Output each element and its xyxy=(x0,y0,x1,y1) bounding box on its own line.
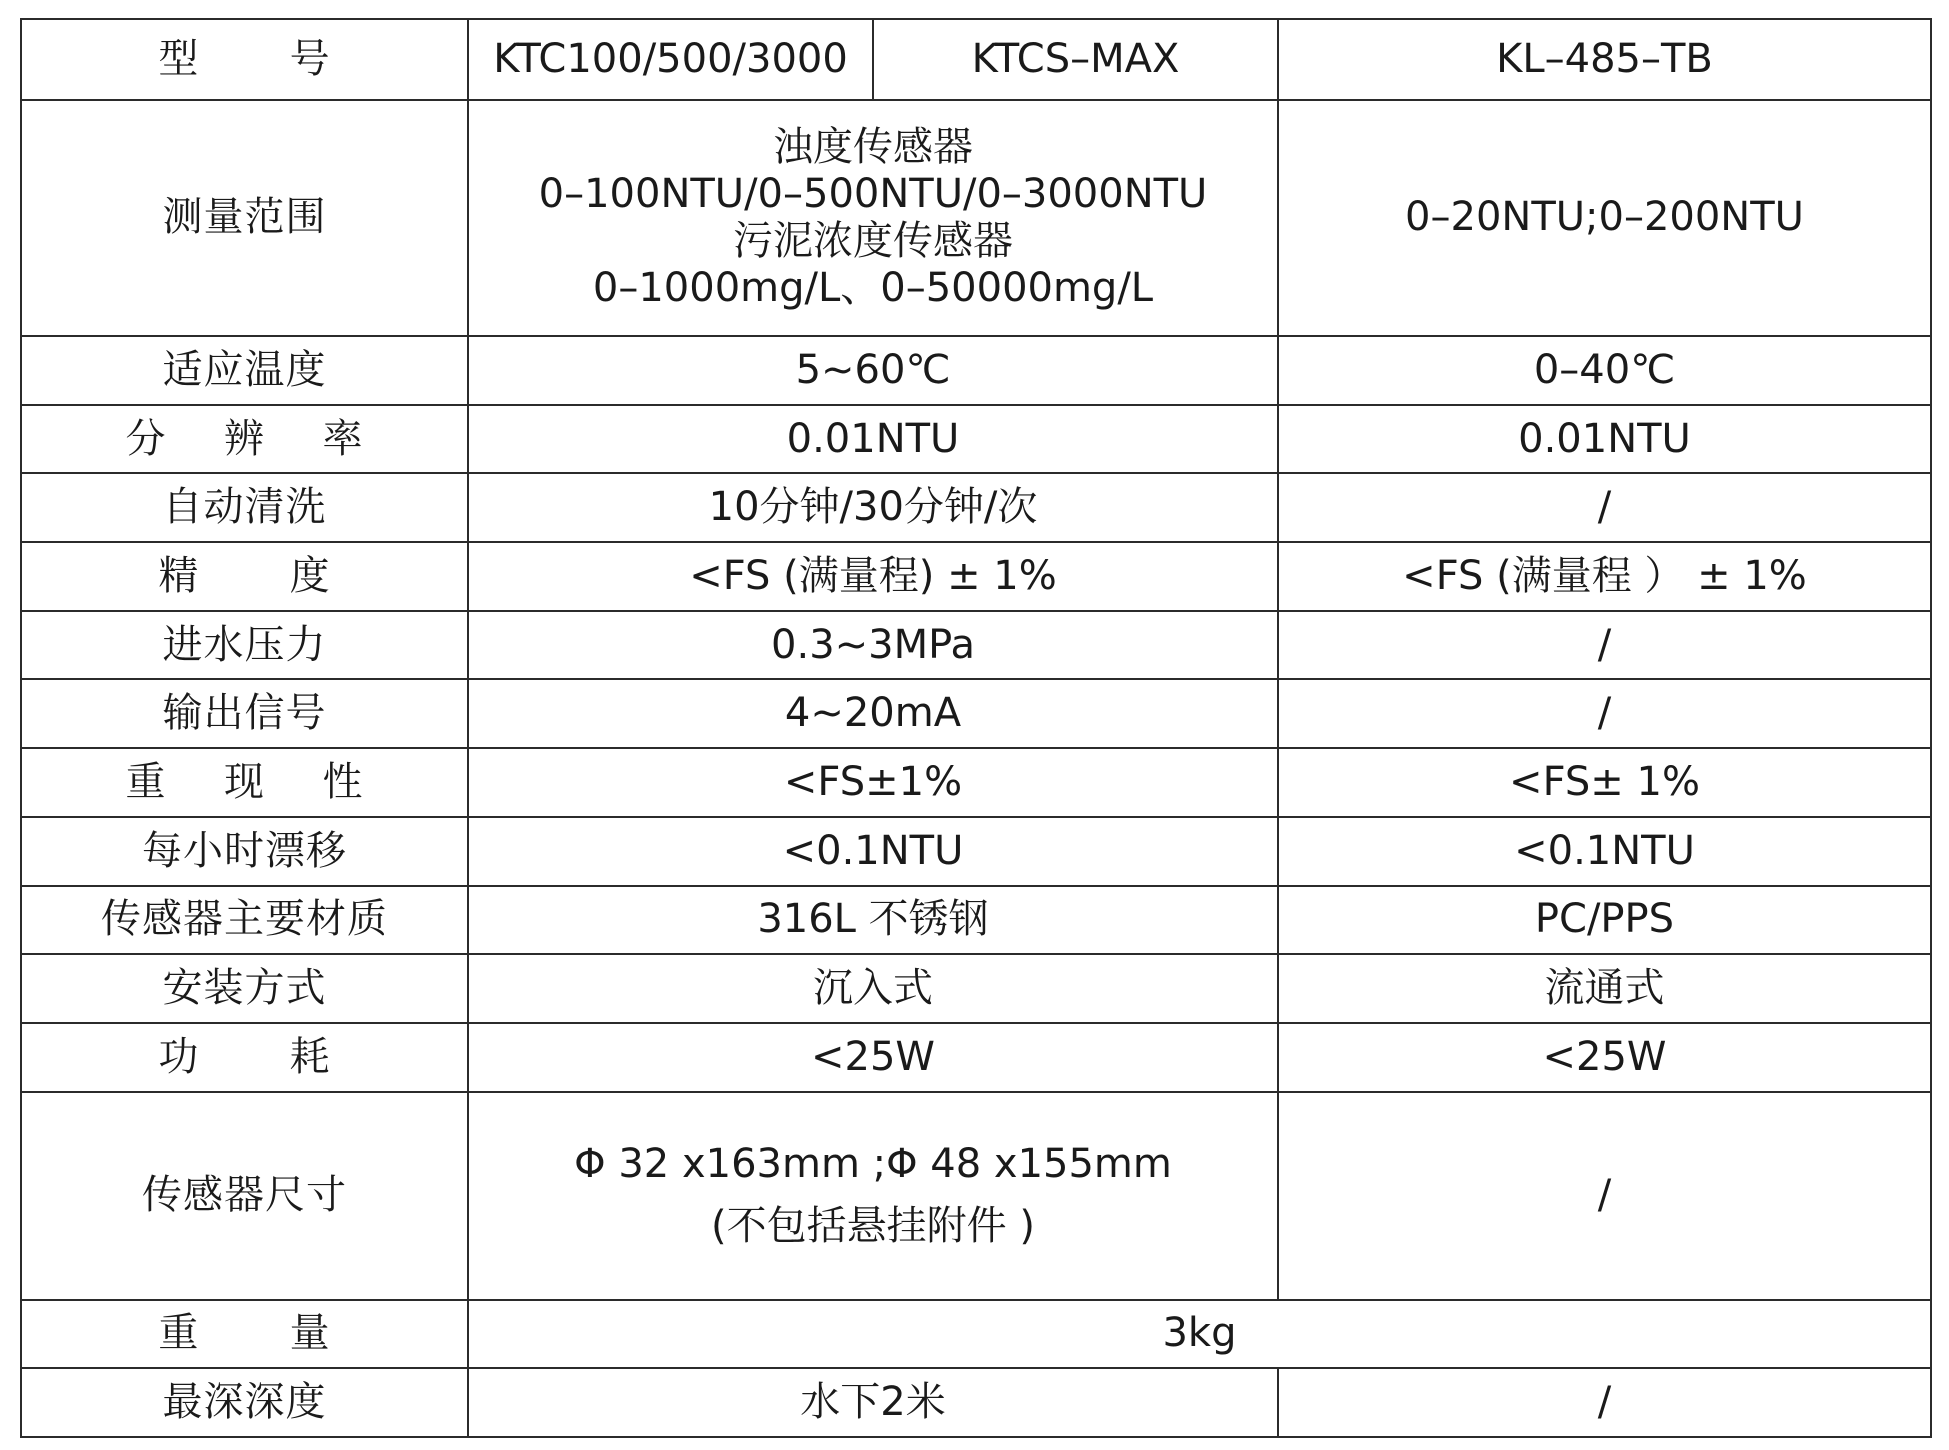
row-value-left: <0.1NTU xyxy=(468,817,1278,886)
header-label-char: 号 xyxy=(289,35,331,82)
row-value-left: 水下2米 xyxy=(468,1368,1278,1437)
table-row xyxy=(21,886,1931,955)
row-value-right: / xyxy=(1278,611,1931,680)
table-row xyxy=(21,1023,1931,1092)
row-label: 适应温度 xyxy=(21,336,468,405)
row-value-right: <FS± 1% xyxy=(1278,748,1931,817)
row-value-right: / xyxy=(1278,679,1931,748)
table-row xyxy=(21,1300,1931,1369)
row-value-left xyxy=(468,1092,1278,1300)
row-value-left: 5~60℃ xyxy=(468,336,1278,405)
row-label: 输出信号 xyxy=(21,679,468,748)
row-label-char: 精 xyxy=(158,552,200,599)
table-row xyxy=(21,1368,1931,1437)
value-line: 0–100NTU/0–500NTU/0–3000NTU xyxy=(538,170,1208,217)
row-value-left: 10分钟/30分钟/次 xyxy=(468,473,1278,542)
model-ktc-cell: KTC100/500/3000 xyxy=(468,19,873,100)
row-value-left: 0.3~3MPa xyxy=(468,611,1278,680)
row-value-left: <25W xyxy=(468,1023,1278,1092)
table-row xyxy=(21,611,1931,680)
header-label-char: 型 xyxy=(158,35,200,82)
row-label-char: 率 xyxy=(322,415,364,462)
row-label xyxy=(21,405,468,474)
row-label: 传感器主要材质 xyxy=(21,886,468,955)
row-label: 传感器尺寸 xyxy=(21,1092,468,1300)
row-value-left: 4~20mA xyxy=(468,679,1278,748)
row-label: 最深深度 xyxy=(21,1368,468,1437)
table-row xyxy=(21,679,1931,748)
header-label-cell xyxy=(21,19,468,100)
row-value-right: 0–20NTU;0–200NTU xyxy=(1278,100,1931,336)
row-value-merged: 3kg xyxy=(468,1300,1931,1369)
row-label-char: 重 xyxy=(125,758,167,805)
row-label-char: 量 xyxy=(289,1310,331,1357)
row-value-right: 0.01NTU xyxy=(1278,405,1931,474)
row-label xyxy=(21,748,468,817)
table-row xyxy=(21,405,1931,474)
row-value-right: <25W xyxy=(1278,1023,1931,1092)
row-label: 自动清洗 xyxy=(21,473,468,542)
spec-table xyxy=(20,18,1932,1438)
row-value-right: / xyxy=(1278,1368,1931,1437)
row-label: 安装方式 xyxy=(21,954,468,1023)
table-row xyxy=(21,336,1931,405)
row-label-char: 度 xyxy=(289,552,331,599)
row-value-right: <FS (满量程 ） ± 1% xyxy=(1278,542,1931,611)
row-value-left xyxy=(468,100,1278,336)
value-line: 0–1000mg/L、0–50000mg/L xyxy=(592,265,1154,312)
row-label-char: 现 xyxy=(224,758,265,805)
row-value-right: / xyxy=(1278,1092,1931,1300)
value-line: Φ 32 x163mm ;Φ 48 x155mm xyxy=(574,1141,1172,1188)
model-ktcs-cell: KTCS–MAX xyxy=(873,19,1278,100)
row-value-left: <FS (满量程) ± 1% xyxy=(468,542,1278,611)
row-value-right: <0.1NTU xyxy=(1278,817,1931,886)
row-label-char: 辨 xyxy=(224,415,265,462)
table-row xyxy=(21,954,1931,1023)
table-row xyxy=(21,542,1931,611)
row-value-left: <FS±1% xyxy=(468,748,1278,817)
table-row xyxy=(21,817,1931,886)
row-value-left: 316L 不锈钢 xyxy=(468,886,1278,955)
row-label-char: 性 xyxy=(322,758,364,805)
model-kl-cell: KL–485–TB xyxy=(1278,19,1931,100)
row-value-right: PC/PPS xyxy=(1278,886,1931,955)
value-line: 污泥浓度传感器 xyxy=(733,217,1013,264)
row-label-char: 重 xyxy=(158,1310,200,1357)
row-value-right: / xyxy=(1278,473,1931,542)
row-label: 测量范围 xyxy=(21,100,468,336)
row-value-right: 0–40℃ xyxy=(1278,336,1931,405)
row-value-left: 沉入式 xyxy=(468,954,1278,1023)
table-row xyxy=(21,1092,1931,1300)
row-label: 进水压力 xyxy=(21,611,468,680)
row-label-char: 分 xyxy=(125,415,167,462)
row-label-char: 功 xyxy=(158,1033,200,1080)
row-label xyxy=(21,542,468,611)
row-value-left: 0.01NTU xyxy=(468,405,1278,474)
table-row xyxy=(21,473,1931,542)
row-label-char: 耗 xyxy=(289,1033,331,1080)
row-label: 每小时漂移 xyxy=(21,817,468,886)
header-row xyxy=(21,19,1931,100)
row-value-right: 流通式 xyxy=(1278,954,1931,1023)
row-label xyxy=(21,1300,468,1369)
table-row xyxy=(21,100,1931,336)
row-label xyxy=(21,1023,468,1092)
table-row xyxy=(21,748,1931,817)
value-line: (不包括悬挂附件 ) xyxy=(711,1202,1035,1249)
value-line: 浊度传感器 xyxy=(773,123,973,170)
